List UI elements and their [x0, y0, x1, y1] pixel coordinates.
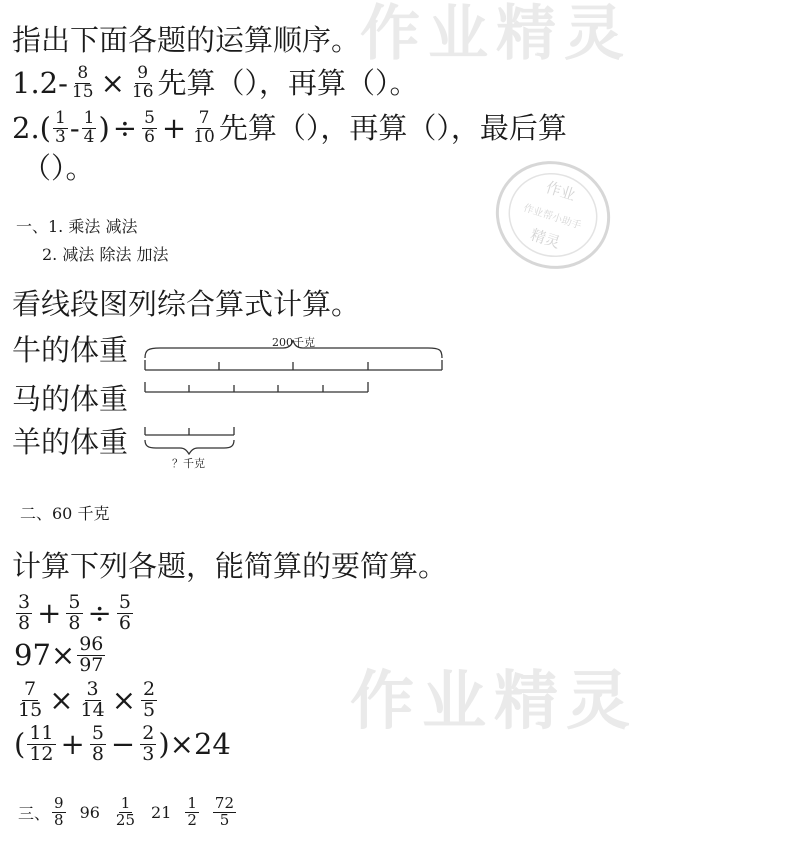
- answer-3: [18, 792, 238, 832]
- expression-4: [14, 722, 231, 766]
- q2-divide: ÷: [112, 111, 138, 145]
- q2-fraction-1: $\frac{1}{3}$: [54, 107, 66, 147]
- expression-3: [14, 678, 159, 722]
- q2-instruction-cont: （）。: [22, 151, 95, 185]
- q2-minus: -: [69, 111, 80, 145]
- cow-weight-label: 牛的体重: [12, 333, 129, 367]
- e3-times-1: ×: [49, 683, 74, 717]
- a3-value-5: $\frac{1}{2}$: [187, 793, 197, 829]
- e4-close: )×24: [158, 727, 231, 761]
- q1-number: 1.2-: [12, 66, 68, 100]
- e3-fraction-1: $\frac{7}{15}$: [18, 677, 43, 721]
- question-2: [12, 106, 567, 150]
- e1-divide: ÷: [87, 596, 112, 630]
- e1-plus: +: [37, 596, 62, 630]
- q2-fraction-4: $\frac{7}{10}$: [193, 107, 215, 147]
- e4-fraction-3: $\frac{2}{3}$: [142, 721, 155, 765]
- e4-fraction-2: $\frac{5}{8}$: [91, 721, 104, 765]
- e1-fraction-2: $\frac{5}{8}$: [68, 590, 81, 634]
- e4-fraction-1: $\frac{11}{12}$: [29, 721, 54, 765]
- q1-fraction-1: $\frac{8}{15}$: [71, 62, 94, 102]
- q2-fraction-2: $\frac{1}{4}$: [83, 107, 95, 147]
- q2-number: 2.(: [12, 111, 51, 145]
- e4-open-paren: (: [14, 727, 26, 761]
- sheep-brace: [145, 440, 234, 454]
- e3-times-2: ×: [111, 683, 136, 717]
- sheep-brace-label: ？千克: [172, 457, 205, 470]
- e3-fraction-3: $\frac{2}{5}$: [143, 677, 156, 721]
- section3-title: 计算下列各题，能简算的要简算。: [12, 549, 448, 583]
- q1-fraction-2: $\frac{9}{16}$: [131, 62, 154, 102]
- e1-fraction-3: $\frac{5}{6}$: [118, 590, 131, 634]
- watermark-bottom: 作业精灵: [350, 664, 638, 739]
- a3-value-3: $\frac{1}{25}$: [115, 793, 136, 829]
- e4-minus: −: [110, 727, 136, 761]
- expression-1: [14, 592, 135, 634]
- a3-value-4: 21: [151, 802, 172, 822]
- a3-value-2: 96: [79, 802, 100, 822]
- a3-value-1: $\frac{9}{8}$: [54, 793, 64, 829]
- stamp-top-text: 作业: [543, 178, 578, 205]
- section1-title: 指出下面各题的运算顺序。: [12, 23, 361, 57]
- expression-2: [14, 634, 107, 676]
- stamp-bottom-text: 精灵: [528, 225, 563, 252]
- line-segment-diagram: [140, 330, 450, 470]
- stamp-mid-text: 作业帮小助手: [521, 202, 583, 232]
- question-1: [12, 62, 419, 104]
- answer-1-line-2: 2. 减法 除法 加法: [42, 245, 169, 264]
- a3-prefix: 三、: [18, 803, 51, 823]
- q2-instruction: 先算（），再算（），最后算: [218, 111, 567, 145]
- e2-lead: 97×: [14, 638, 76, 672]
- watermark-top: 作业精灵: [360, 0, 632, 69]
- answer-2: 二、60 千克: [20, 504, 110, 523]
- cow-brace-label: 200千克: [272, 336, 315, 349]
- q2-plus: +: [161, 111, 187, 145]
- e4-plus: +: [60, 727, 85, 761]
- e3-fraction-2: $\frac{3}{14}$: [80, 677, 105, 721]
- q2-fraction-3: $\frac{5}{6}$: [144, 107, 155, 147]
- section2-title: 看线段图列综合算式计算。: [12, 287, 361, 321]
- e1-fraction-1: $\frac{3}{8}$: [18, 590, 31, 634]
- horse-weight-label: 马的体重: [12, 382, 129, 416]
- a3-value-6: $\frac{72}{5}$: [214, 793, 235, 829]
- stamp-watermark: [488, 150, 618, 280]
- q1-operator: ×: [100, 66, 125, 100]
- sheep-weight-label: 羊的体重: [12, 425, 129, 459]
- e2-fraction: $\frac{96}{97}$: [79, 632, 104, 676]
- q2-close-paren: ): [98, 111, 110, 145]
- q1-instruction: 先算（），再算（）。: [157, 66, 419, 100]
- answer-1-line-1: 一、1. 乘法 减法: [16, 217, 138, 236]
